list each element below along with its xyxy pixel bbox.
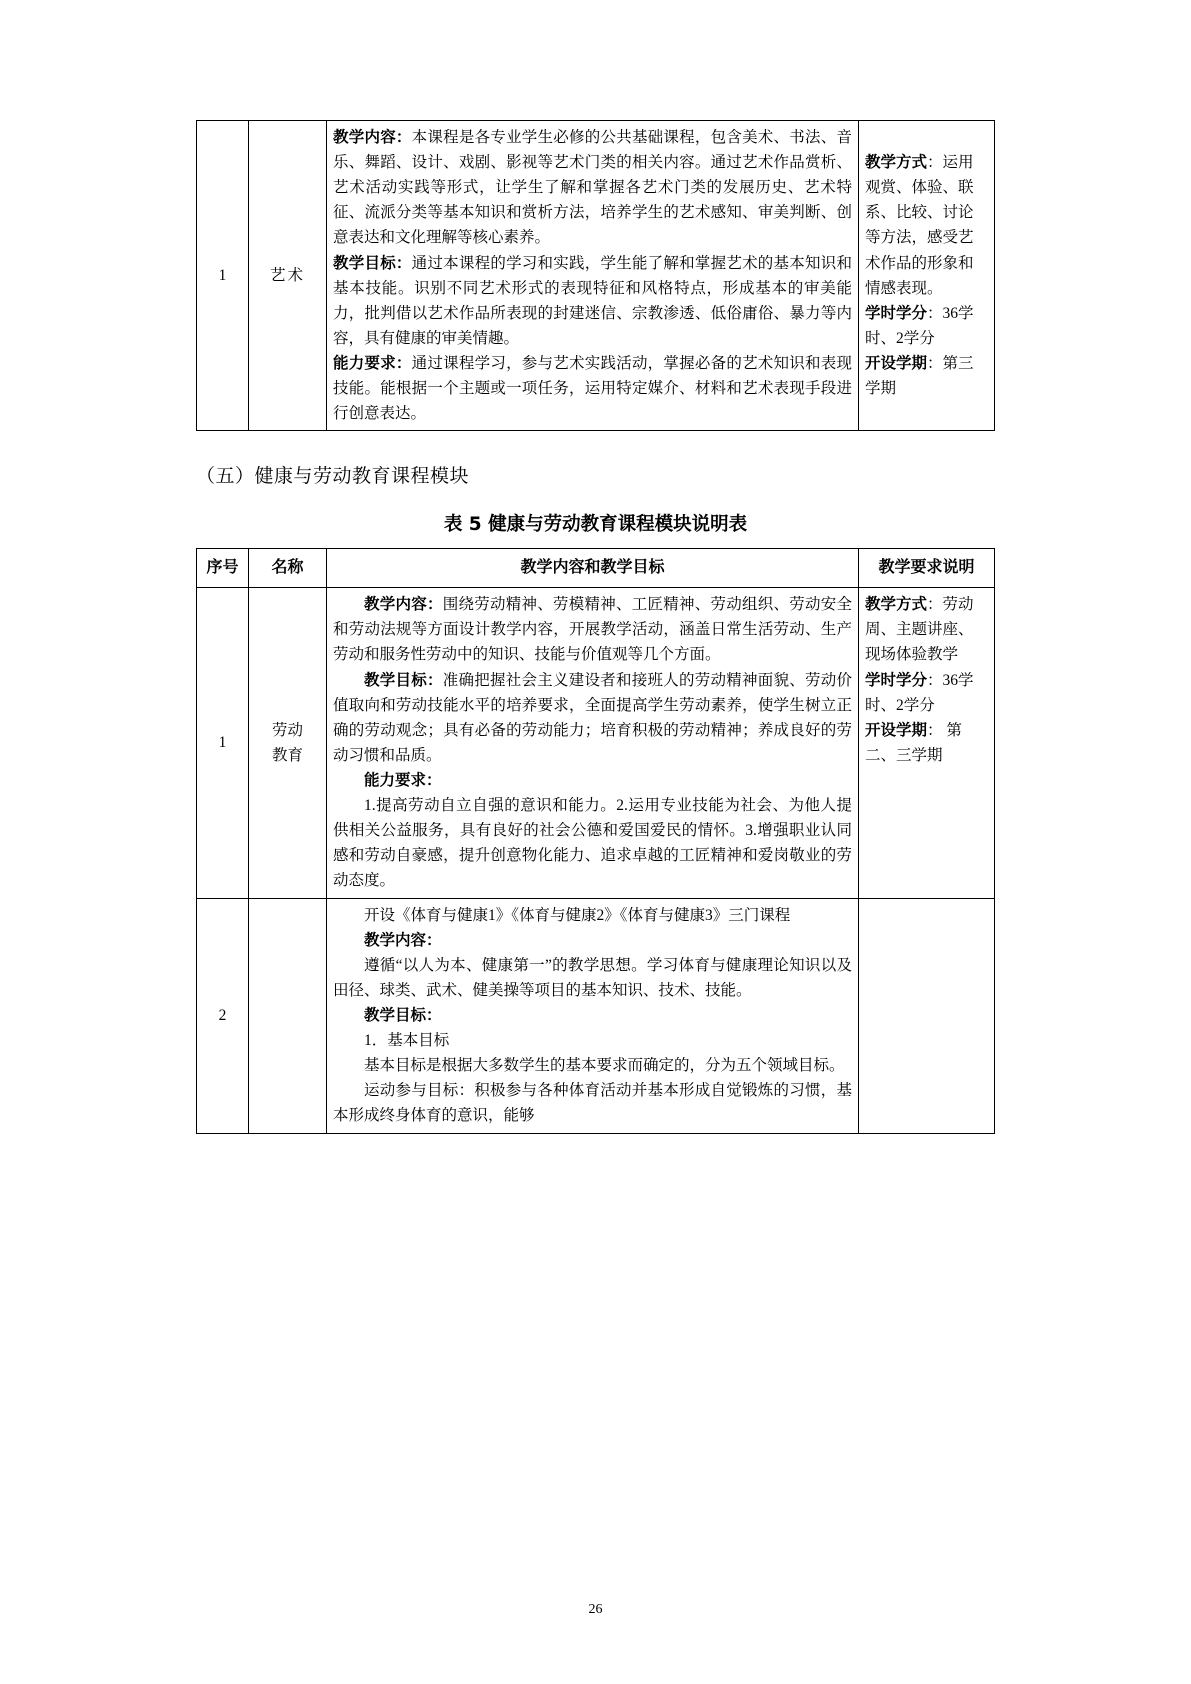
pe-row-no: 2 [197, 898, 249, 1133]
pe-content-label-2: 教学目标： [364, 1006, 442, 1024]
labor-content-label-1: 教学内容： [364, 596, 443, 614]
art-content-label-3: 能力要求： [333, 354, 412, 372]
pe-content-label-1-line [333, 928, 852, 953]
header-requirement: 教学要求说明 [859, 549, 995, 588]
labor-content-block-1 [333, 592, 852, 667]
labor-row-no: 1 [197, 588, 249, 898]
table-row [197, 121, 995, 431]
art-req-text-3: ：第三学期 [865, 354, 974, 398]
art-row-no: 1 [197, 121, 249, 431]
header-content: 教学内容和教学目标 [327, 549, 859, 588]
pe-row-name [249, 898, 327, 1133]
health-labor-table [196, 548, 995, 1133]
art-content-block-1 [333, 125, 852, 251]
labor-req-label-3: 开设学期 [865, 721, 928, 739]
header-no: 序号 [197, 549, 249, 588]
art-row-content [327, 121, 859, 431]
labor-content-label-2: 教学目标： [364, 671, 443, 689]
pe-content-text-2b: 基本目标是根据大多数学生的基本要求而确定的，分为五个领域目标。 [364, 1057, 845, 1075]
art-req-block-2 [865, 301, 988, 351]
art-req-block-1 [865, 150, 988, 301]
labor-content-block-2 [333, 668, 852, 768]
page-number: 26 [588, 1602, 603, 1617]
pe-content-label-1: 教学内容： [364, 931, 442, 949]
art-req-text-1: ：运用观赏、体验、联系、比较、讨论等方法，感受艺术作品的形象和情感表现。 [865, 154, 974, 297]
labor-row-name [249, 588, 327, 898]
labor-req-block-3 [865, 718, 988, 768]
art-req-block-3 [865, 351, 988, 401]
section-heading: （五）健康与劳动教育课程模块 [196, 465, 470, 488]
pe-row-content [327, 898, 859, 1133]
art-row-requirement [859, 121, 995, 431]
art-req-label-3: 开设学期 [865, 354, 928, 372]
labor-row-name-line2: 教育 [271, 746, 303, 764]
header-name: 名称 [249, 549, 327, 588]
pe-row-requirement [859, 898, 995, 1133]
pe-content-label-2-line [333, 1003, 852, 1028]
table-caption: 表 5 健康与劳动教育课程模块说明表 [443, 514, 748, 536]
labor-req-block-2 [865, 668, 988, 718]
labor-content-text-2: 准确把握社会主义建设者和接班人的劳动精神面貌、劳动价值取向和劳动技能水平的培养要求，全面提高学生劳动素养，使学生树立正确的劳动观念；具有必备的劳动能力；培育积极的劳动精神；养成良好的劳动习惯和品质。 [333, 671, 852, 764]
art-req-text-2: ：36学时、2学分 [865, 304, 974, 347]
labor-row-requirement [859, 588, 995, 898]
pe-intro-text: 开设《体育与健康1》《体育与健康2》《体育与健康3》三门课程 [364, 906, 791, 924]
pe-content-text-2c: 运动参与目标：积极参与各种体育活动并基本形成自觉锻炼的习惯，基本形成终身体育的意识，能够 [333, 1082, 852, 1125]
labor-content-label-3: 能力要求： [364, 771, 442, 789]
art-req-label-1: 教学方式 [865, 154, 928, 172]
art-req-label-2: 学时学分 [865, 304, 928, 322]
table-header-row [197, 549, 995, 588]
art-content-text-1: 本课程是各专业学生必修的公共基础课程，包含美术、书法、音乐、舞蹈、设计、戏剧、影视等艺术门类的相关内容。通过艺术作品赏析、艺术活动实践等形式，让学生了解和掌握各艺术门类的发展历史、艺术特征、流派分类等基本知识和赏析方法，培养学生的艺术感知、审美判断、创意表达和文化理解等核心素养。 [333, 129, 852, 247]
labor-req-text-3: ： 第二、三学期 [865, 721, 962, 764]
labor-content-label-3-line [333, 768, 852, 793]
art-content-label-2: 教学目标： [333, 254, 412, 272]
labor-row-content [327, 588, 859, 898]
art-content-text-3: 通过课程学习，参与艺术实践活动，掌握必备的艺术知识和表现技能。能根据一个主题或一项任务，运用特定媒介、材料和艺术表现手段进行创意表达。 [333, 354, 852, 423]
labor-req-text-2: ：36学时、2学分 [865, 671, 974, 714]
pe-content-text-2a: 1．基本目标 [364, 1032, 450, 1050]
art-content-text-2: 通过本课程的学习和实践，学生能了解和掌握艺术的基本知识和基本技能。识别不同艺术形式的表现特征和风格特点，形成基本的审美能力，批判借以艺术作品所表现的封建迷信、宗教渗透、低俗庸俗、暴力等内容，具有健康的审美情趣。 [333, 254, 852, 347]
pe-content-text-1: 遵循“以人为本、健康第一”的教学思想。学习体育与健康理论知识以及田径、球类、武术、健美操等项目的基本知识、技术、技能。 [333, 956, 852, 999]
labor-req-text-1: ：劳动周、主题讲座、现场体验教学 [865, 596, 974, 664]
art-content-block-2 [333, 251, 852, 351]
table-row [197, 898, 995, 1133]
labor-req-label-2: 学时学分 [865, 671, 928, 689]
labor-req-label-1: 教学方式 [865, 596, 928, 614]
art-content-label-1: 教学内容： [333, 129, 412, 146]
art-content-block-3 [333, 351, 852, 426]
labor-row-name-line1: 劳动 [271, 721, 303, 739]
art-row-name: 艺术 [249, 121, 327, 431]
labor-content-text-1: 围绕劳动精神、劳模精神、工匠精神、劳动组织、劳动安全和劳动法规等方面设计教学内容，开展教学活动，涵盖日常生活劳动、生产劳动和服务性劳动中的知识、技能与价值观等几个方面。 [333, 596, 852, 664]
art-course-table [196, 120, 995, 431]
labor-req-block-1 [865, 592, 988, 667]
table-row [197, 588, 995, 898]
labor-content-text-3: 1.提高劳动自立自强的意识和能力。2.运用专业技能为社会、为他人提供相关公益服务，具有良好的社会公德和爱国爱民的情怀。3.增强职业认同感和劳动自豪感，提升创意物化能力、追求卓越的工匠精神和爱岗敬业的劳动态度。 [333, 797, 852, 890]
